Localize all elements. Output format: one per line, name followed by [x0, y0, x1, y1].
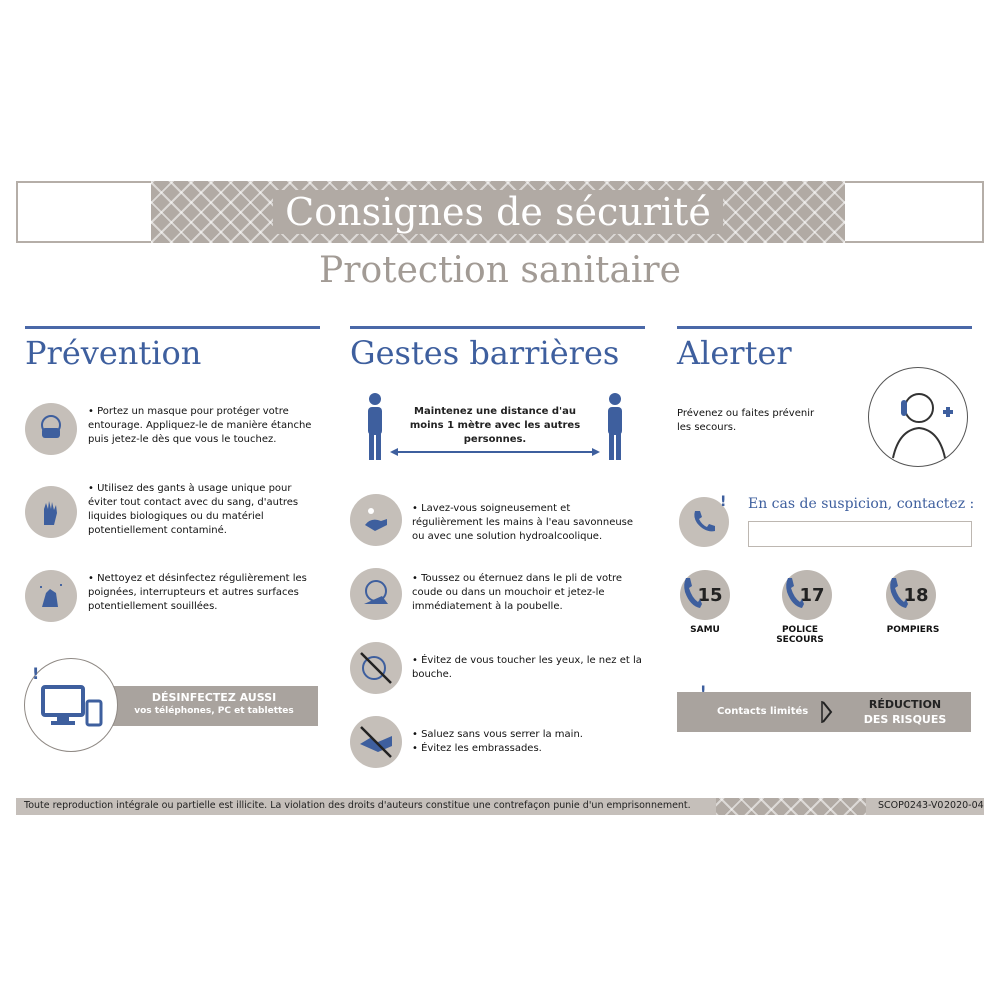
- footer-date: 2020-04: [944, 800, 984, 811]
- prevention-rule: [25, 326, 320, 329]
- gestes-item-cough: • Toussez ou éternuez dans le pli de votre coude ou dans un mouchoir et jetez-le immédiatement à la poubelle.: [412, 573, 623, 612]
- suspicion-text: En cas de suspicion, contactez :: [748, 496, 975, 512]
- disinfect-line1: DÉSINFECTEZ AUSSI: [151, 691, 277, 704]
- distance-arrow: [390, 442, 600, 452]
- handwash-icon: [350, 494, 402, 546]
- contact-field: [748, 521, 972, 547]
- alert-text: Prévenez ou faites prévenir les secours.: [677, 408, 815, 433]
- gestes-item-handshake: • Saluez sans vous serrer la main. • Évitez les embrassades.: [412, 729, 583, 754]
- distance-text: Maintenez une distance d'au moins 1 mètre avec les autres personnes.: [409, 406, 581, 445]
- police-number: 17: [782, 570, 832, 620]
- police-label: POLICE SECOURS: [776, 625, 824, 645]
- alerter-heading: Alerter: [677, 334, 792, 372]
- prevention-item-cleaning: • Nettoyez et désinfectez régulièrement les poignées, interrupteurs et autres surfaces potentiellement souillées.: [88, 573, 307, 612]
- disinfect-line2: vos téléphones, PC et tablettes: [134, 706, 294, 716]
- alerter-rule: [677, 326, 972, 329]
- prevention-item-mask: • Portez un masque pour protéger votre entourage. Appliquez-le de manière étanche puis jetez-le dès que vous le touchez.: [88, 406, 312, 445]
- footer-notice: Toute reproduction intégrale ou partielle est illicite. La violation des droits d'auteurs constitue une contrefaçon punie d'un emprisonnement.: [24, 800, 691, 811]
- no-handshake-icon: [350, 716, 402, 768]
- warning-icon: !: [32, 664, 40, 683]
- pompiers-number: 18: [886, 570, 936, 620]
- gestes-item-handwash: • Lavez-vous soigneusement et régulièrement les mains à l'eau savonneuse ou avec une solution hydroalcoolique.: [412, 503, 634, 542]
- chevron-right-icon: [821, 700, 833, 724]
- reduction-line2: DES RISQUES: [863, 713, 947, 726]
- person-left-icon: [365, 392, 385, 460]
- doctor-phone-icon: [868, 367, 968, 467]
- alert-exclamation-icon: !: [720, 494, 727, 510]
- no-touch-face-icon: [350, 642, 402, 694]
- footer-pattern: [716, 798, 866, 815]
- gestes-rule: [350, 326, 645, 329]
- gestes-heading: Gestes barrières: [350, 334, 620, 372]
- phone-icon-15: [682, 574, 702, 614]
- disinfect-box: [110, 686, 318, 726]
- pompiers-label: POMPIERS: [886, 625, 940, 635]
- footer-bar: [16, 798, 984, 815]
- cough-icon: [350, 568, 402, 620]
- cleaning-icon: [25, 570, 77, 622]
- prevention-item-gloves: • Utilisez des gants à usage unique pour éviter tout contact avec du sang, d'autres liquides biologiques ou du matériel potentiellement contaminé.: [88, 483, 299, 536]
- phone-icon-18: [888, 574, 908, 614]
- reduction-line1: RÉDUCTION: [868, 698, 942, 711]
- contacts-limited-text: Contacts limités: [717, 706, 809, 717]
- page-subtitle: Protection sanitaire: [319, 250, 681, 291]
- phone-icon-17: [784, 574, 804, 614]
- gloves-icon: [25, 486, 77, 538]
- mask-icon: [25, 403, 77, 455]
- disinfect-panel: [20, 658, 320, 758]
- footer-code: SCOP0243-V0: [878, 800, 944, 811]
- gestes-item-face: • Évitez de vous toucher les yeux, le nez et la bouche.: [412, 655, 642, 680]
- person-right-icon: [605, 392, 625, 460]
- page-title: [151, 181, 845, 243]
- samu-number: 15: [680, 570, 730, 620]
- prevention-heading: Prévention: [25, 334, 202, 372]
- samu-label: SAMU: [690, 625, 720, 635]
- title-text: Consignes de sécurité: [273, 190, 723, 234]
- risk-reduction-bar: [677, 692, 971, 732]
